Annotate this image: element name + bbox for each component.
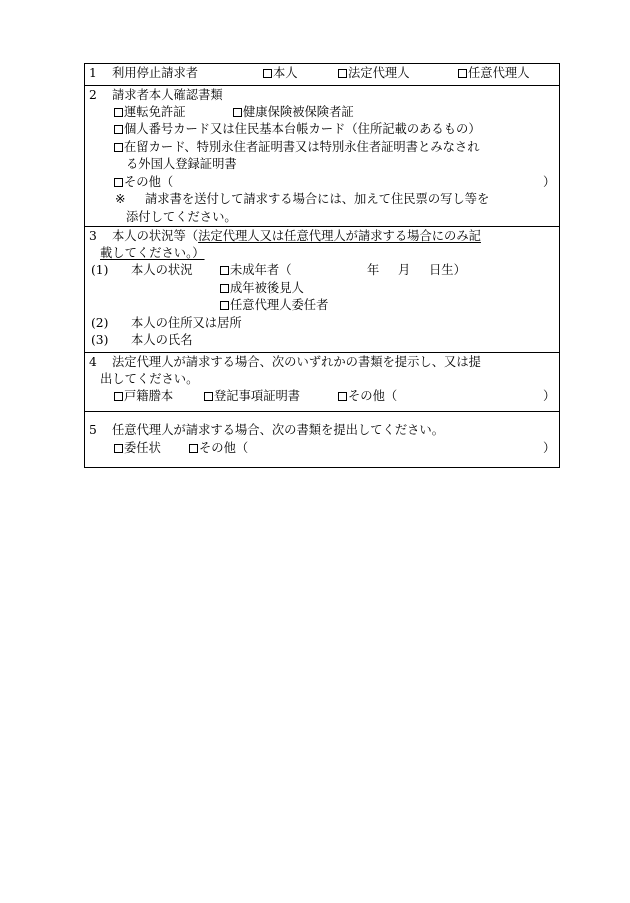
checkbox-minor[interactable] <box>220 262 292 280</box>
checkbox-other-document[interactable] <box>114 174 173 192</box>
checkbox-section-4-other[interactable] <box>338 388 397 406</box>
checkbox-residence-card-label: 在留カード、特別永住者証明書又は特別永住者証明書とみなされ <box>124 139 480 154</box>
section-4-text: 法定代理人が請求する場合、次のいずれかの書類を提示し、又は提 <box>112 355 481 369</box>
section-3-title-plain: 本人の状況等（ <box>112 229 199 243</box>
checkbox-requester-self[interactable] <box>263 65 298 83</box>
section-5-number: 5 <box>89 423 97 437</box>
checkbox-other-document-label: その他（ <box>124 174 174 189</box>
item-1-label: 本人の状況 <box>131 263 193 277</box>
checkbox-my-number-card[interactable] <box>114 121 481 139</box>
checkbox-requester-voluntary-agent-label: 任意代理人 <box>468 66 530 80</box>
checkbox-residence-card-label-continued: る外国人登録証明書 <box>126 157 237 171</box>
item-1-number: (1) <box>91 263 109 277</box>
checkbox-adult-ward-label: 成年被後見人 <box>230 280 304 295</box>
checkbox-icon <box>233 108 242 117</box>
section-4-close-paren: ） <box>543 389 556 403</box>
section-4-text-continued: 出してください。 <box>100 371 199 386</box>
birth-day-label: 日生） <box>429 263 466 277</box>
checkbox-requester-legal-agent[interactable] <box>338 65 410 83</box>
item-3-label: 本人の氏名 <box>131 333 193 347</box>
checkbox-icon <box>114 108 123 117</box>
checkbox-power-of-attorney-label: 委任状 <box>124 440 161 455</box>
note-text: 請求書を送付して請求する場合には、加えて住民票の写し等を <box>145 192 490 206</box>
checkbox-health-insurance[interactable] <box>233 104 354 122</box>
checkbox-section-5-other-label: その他（ <box>199 440 249 455</box>
checkbox-icon <box>204 392 213 401</box>
checkbox-icon <box>114 444 123 453</box>
checkbox-icon <box>114 392 123 401</box>
item-3-number: (3) <box>91 333 109 347</box>
section-3-title-underlined-continued: 載してください。） <box>100 245 205 260</box>
section-1-requester-type <box>84 63 560 85</box>
checkbox-icon <box>458 69 467 78</box>
checkbox-registry-certificate[interactable] <box>204 388 300 406</box>
birth-year-label: 年 <box>367 263 380 277</box>
section-2-number: 2 <box>89 88 97 102</box>
section-1-title: 利用停止請求者 <box>112 66 199 80</box>
section-2-identity-documents <box>84 85 560 226</box>
checkbox-requester-self-label: 本人 <box>273 66 298 80</box>
birth-month-label: 月 <box>398 263 411 277</box>
checkbox-icon <box>189 444 198 453</box>
checkbox-requester-legal-agent-label: 法定代理人 <box>348 66 410 80</box>
checkbox-driver-license-label: 運転免許証 <box>124 104 186 119</box>
checkbox-icon <box>114 125 123 134</box>
checkbox-section-5-other[interactable] <box>189 440 248 458</box>
checkbox-icon <box>338 69 347 78</box>
section-5-close-paren: ） <box>543 440 556 455</box>
checkbox-residence-card[interactable] <box>114 139 480 157</box>
privacy-request-form-table <box>84 63 560 468</box>
note-text-continued: 添付してください。 <box>126 209 237 224</box>
section-2-title: 請求者本人確認書類 <box>112 88 223 102</box>
item-2-number: (2) <box>91 315 109 330</box>
section-3-title-underlined: 法定代理人又は任意代理人が請求する場合にのみ記 <box>198 229 481 243</box>
checkbox-voluntary-principal[interactable] <box>220 297 328 315</box>
checkbox-requester-voluntary-agent[interactable] <box>458 65 530 83</box>
checkbox-icon <box>220 266 229 275</box>
checkbox-icon <box>114 143 123 152</box>
checkbox-family-register[interactable] <box>114 388 173 406</box>
section-3-number: 3 <box>89 229 97 243</box>
section-4-legal-agent-documents <box>84 352 560 411</box>
section-5-voluntary-agent-documents <box>84 411 560 468</box>
checkbox-power-of-attorney[interactable] <box>114 440 161 458</box>
other-document-close-paren: ） <box>543 174 556 189</box>
item-2-label: 本人の住所又は居所 <box>131 315 242 330</box>
checkbox-driver-license[interactable] <box>114 104 186 122</box>
section-3-title <box>112 228 481 246</box>
checkbox-icon <box>114 178 123 187</box>
checkbox-icon <box>338 392 347 401</box>
checkbox-icon <box>263 69 272 78</box>
checkbox-my-number-card-label: 個人番号カード又は住民基本台帳カード（住所記載のあるもの） <box>124 122 481 136</box>
section-5-text: 任意代理人が請求する場合、次の書類を提出してください。 <box>112 423 445 437</box>
section-4-number: 4 <box>89 355 97 369</box>
checkbox-section-4-other-label: その他（ <box>348 389 398 403</box>
checkbox-family-register-label: 戸籍謄本 <box>124 389 174 403</box>
checkbox-voluntary-principal-label: 任意代理人委任者 <box>230 298 329 312</box>
section-3-principal-status <box>84 226 560 352</box>
checkbox-registry-certificate-label: 登記事項証明書 <box>214 389 301 403</box>
checkbox-icon <box>220 284 229 293</box>
section-1-number: 1 <box>89 66 97 80</box>
checkbox-adult-ward[interactable] <box>220 280 304 298</box>
note-mark: ※ <box>115 192 126 206</box>
checkbox-icon <box>220 301 229 310</box>
checkbox-minor-label: 未成年者（ <box>230 263 292 277</box>
checkbox-health-insurance-label: 健康保険被保険者証 <box>243 104 354 119</box>
